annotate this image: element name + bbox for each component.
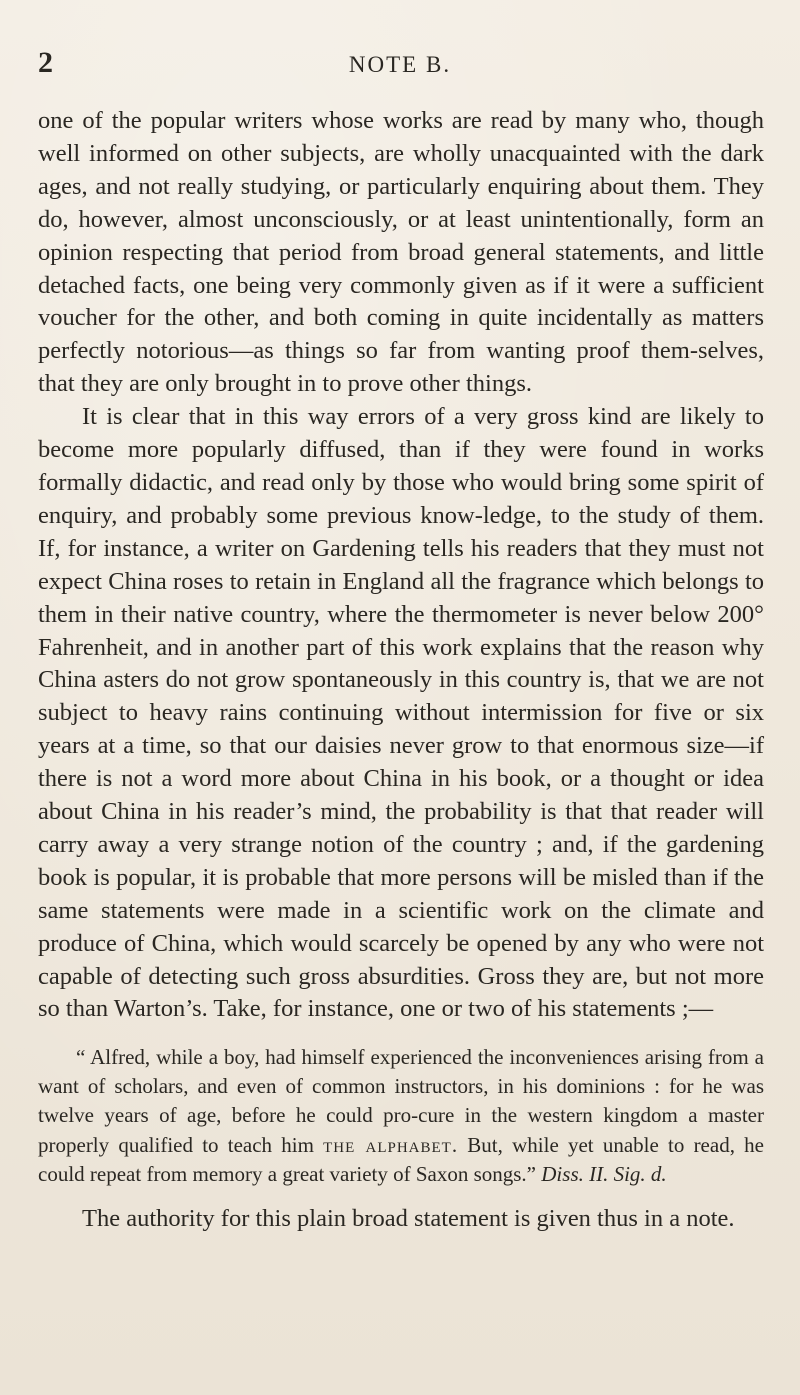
quote-text: “ Alfred, while a boy, had himself experienced the inconveniences arising from a want of scholars, and even of common instructors, in his dominions : for he was twelve years of age, before he could pro-cure in the western kingdom a master properly qualified to teach him xyxy=(38,1045,764,1157)
closing-text xyxy=(38,1203,764,1236)
block-quote xyxy=(38,1043,764,1189)
page-number: 2 xyxy=(38,46,54,79)
main-text xyxy=(38,105,764,1026)
quote-text-continued: But, while yet unable to read, he could repeat from memory a great variety of Saxon songs.” xyxy=(38,1132,764,1186)
paragraph-continued: one of the popular writers whose works are read by many who, though well informed on other subjects, are wholly unacquainted with the dark ages, and not really studying, or particularly enquiring about them. They do, however, almost unconsciously, or at least unintentionally, form an opinion respecting that period from broad general statements, and little detached facts, one being very commonly given as if it were a sufficient voucher for the other, and both coming in quite incidentally as matters perfectly notorious—as things so far from wanting proof them-selves, that they are only brought in to prove other things. xyxy=(38,107,764,398)
running-head: NOTE B. xyxy=(348,52,452,77)
closing-paragraph: The authority for this plain broad statement is given thus in a note. xyxy=(82,1205,735,1232)
page-header xyxy=(38,46,762,86)
quote-reference: Diss. II. Sig. d. xyxy=(541,1161,667,1186)
paragraph: It is clear that in this way errors of a very gross kind are likely to become more popularly diffused, than if they were found in works formally didactic, and read only by those who would bring some spirit of enquiry, and probably some previous know-ledge, to the study of them. If, for instance, a writer on Gardening tells his readers that they must not expect China roses to retain in England all the fragrance which belongs to them in their native country, where the thermometer is never below 200° Fahrenheit, and in another part of this work explains that the reason why China asters do not grow spontaneously in this country is, that we are not subject to heavy rains continuing without intermission for five or six years at a time, so that our daisies never grow to that enormous size—if there is not a word more about China in his book, or a thought or idea about China in his reader’s mind, the probability is that that reader will carry away a very strange notion of the country ; and, if the gardening book is popular, it is probable that more persons will be misled than if the same statements were made in a scientific work on the climate and produce of China, which would scarcely be opened by any who were not capable of detecting such gross absurdities. Gross they are, but not more so than Warton’s. Take, for instance, one or two of his statements ;— xyxy=(38,403,764,1023)
quote-small-caps: the alphabet. xyxy=(323,1132,459,1157)
quote-paragraph xyxy=(38,1043,764,1189)
